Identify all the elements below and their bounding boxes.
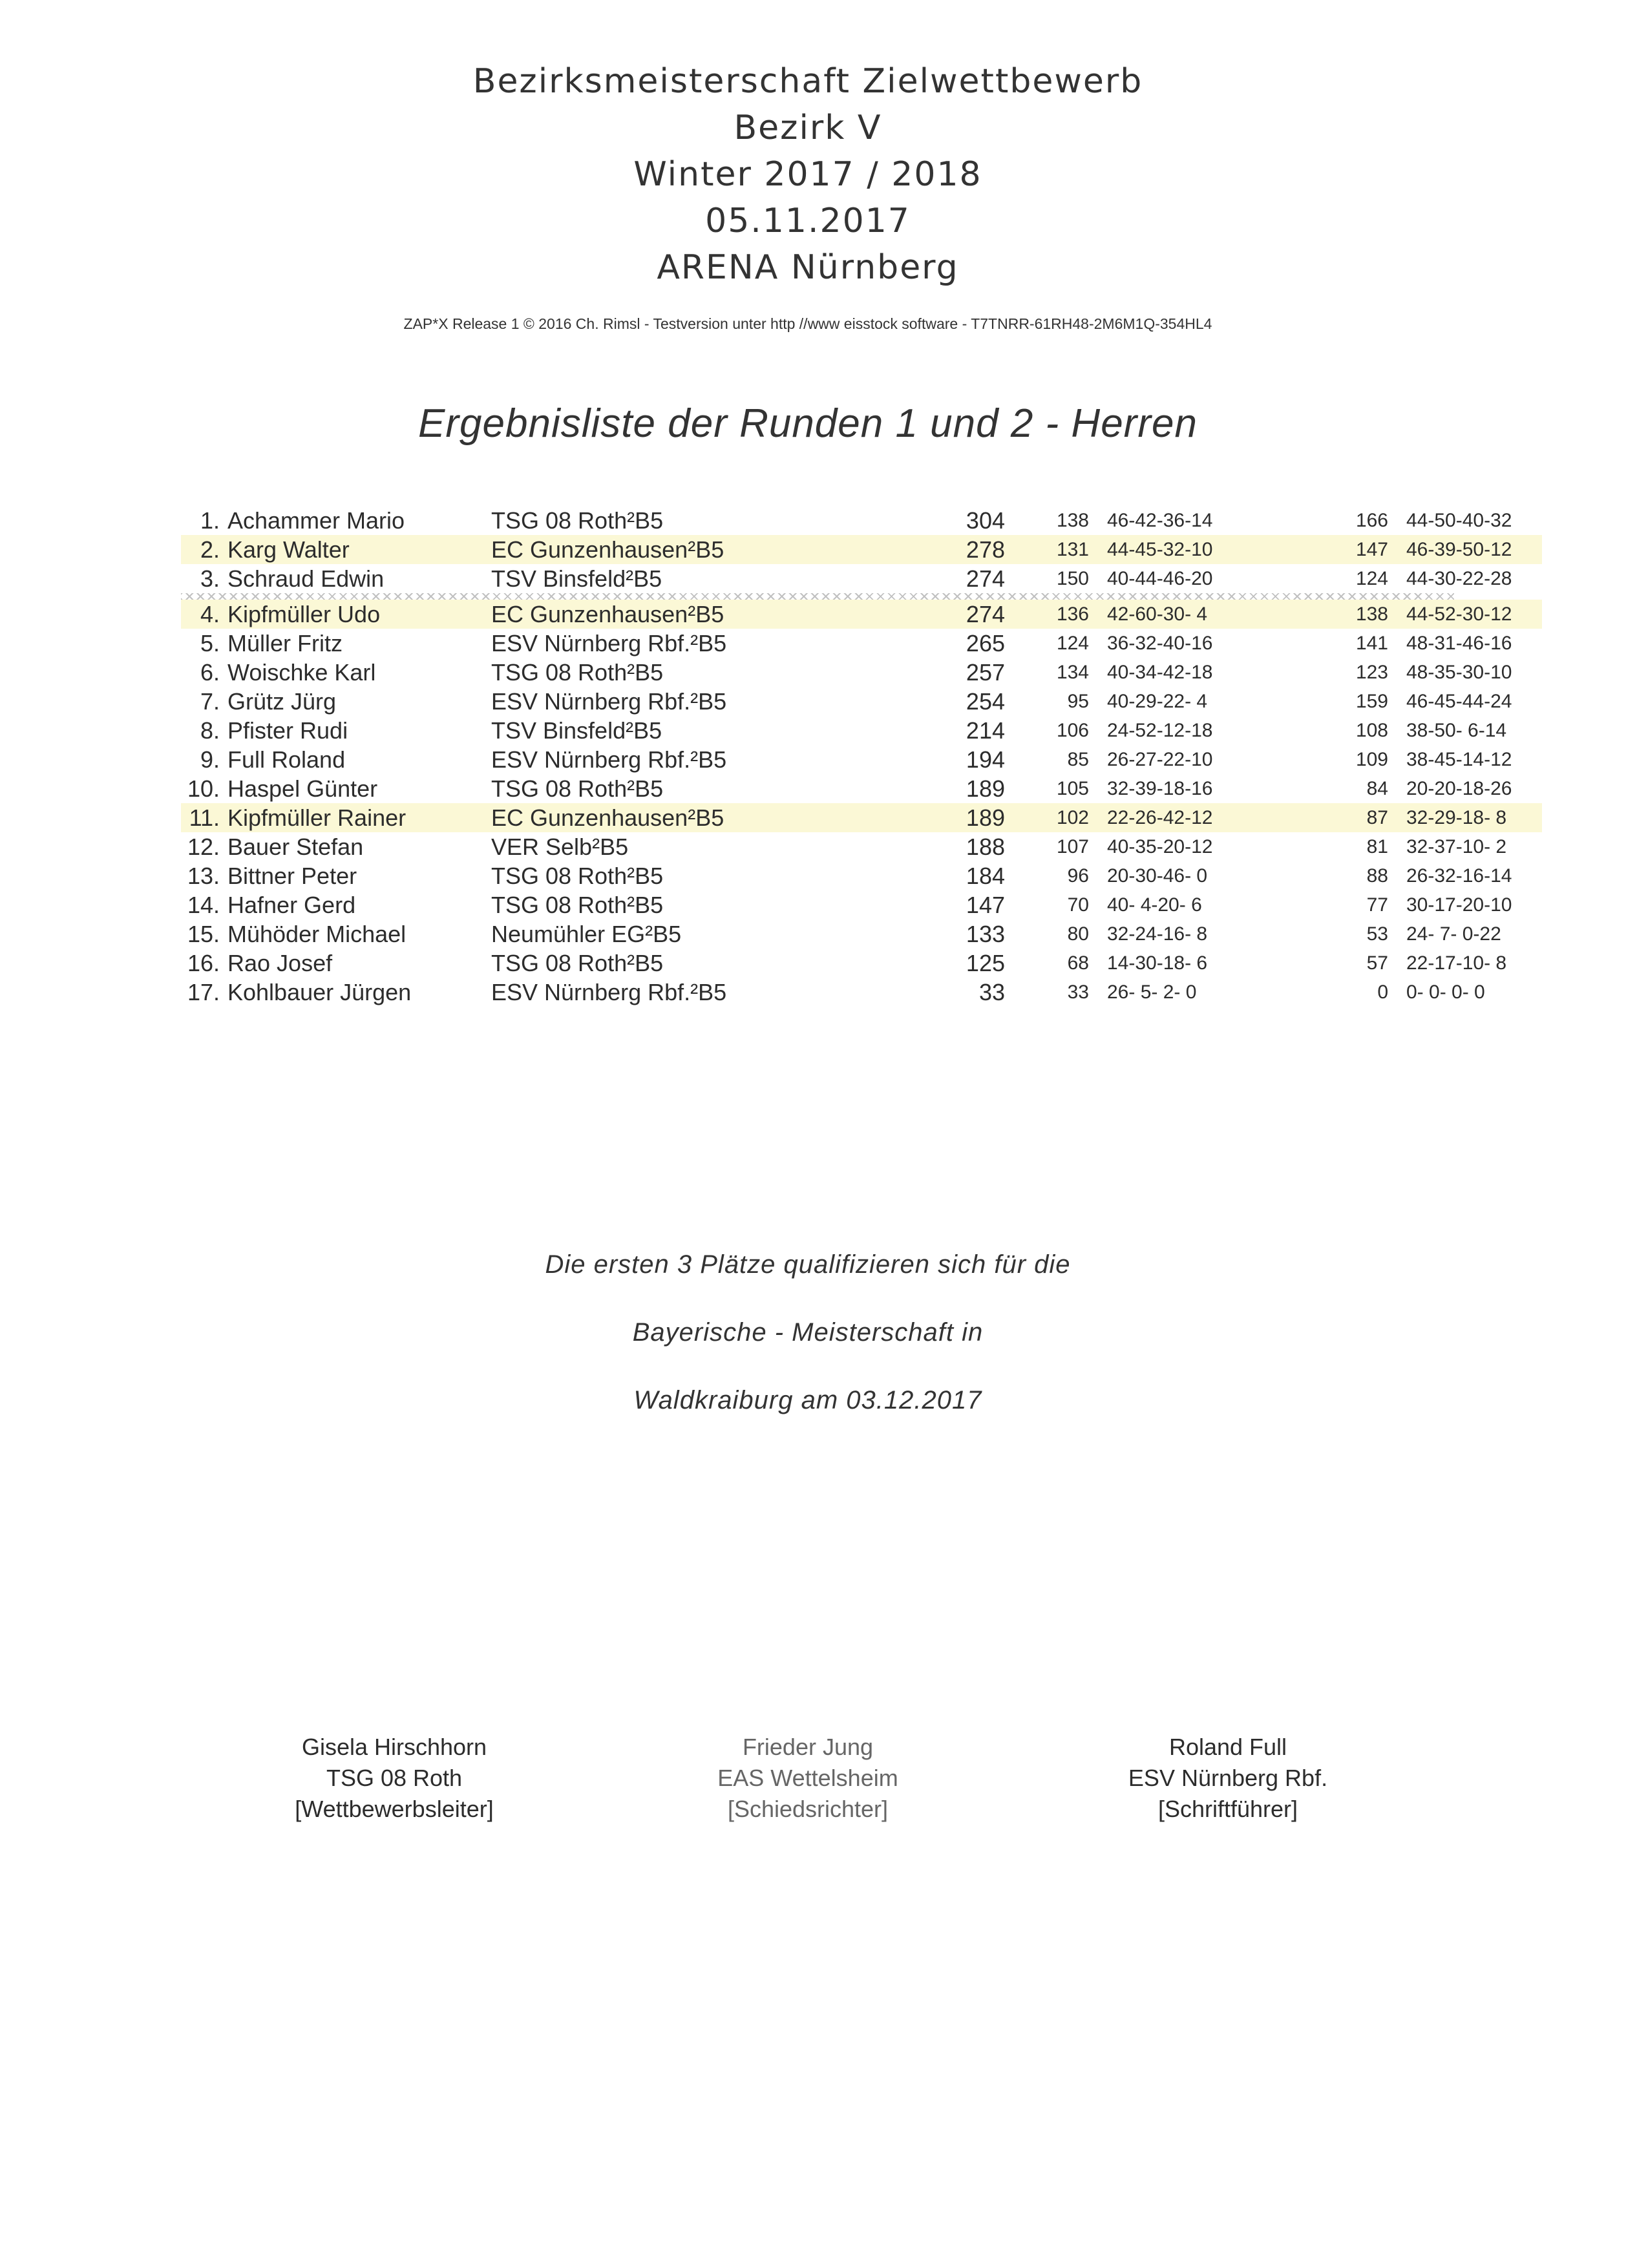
result-row <box>181 919 1542 949</box>
signature-club: ESV Nürnberg Rbf. <box>1128 1765 1328 1791</box>
rank-cell: 10. <box>187 775 220 802</box>
player-name: Pfister Rudi <box>227 717 348 744</box>
player-name: Schraud Edwin <box>227 565 385 592</box>
round2-detail: 22-17-10- 8 <box>1406 952 1507 974</box>
rank-cell: 11. <box>181 803 227 832</box>
qualification-line-1: Die ersten 3 Plätze qualifizieren sich für die <box>545 1250 1071 1279</box>
round2-detail: 48-31-46-16 <box>1406 633 1512 654</box>
total-score: 278 <box>905 535 1005 564</box>
round2-score: 159 <box>1355 691 1388 712</box>
total-score: 188 <box>966 834 1005 860</box>
rank-cell: 4. <box>181 600 227 629</box>
club-name: Neumühler EG²B5 <box>491 921 682 947</box>
round1-detail: 32-24-16- 8 <box>1107 923 1208 945</box>
result-row <box>181 658 1542 687</box>
round1-score: 134 <box>1056 662 1089 683</box>
round1-detail: 32-39-18-16 <box>1107 778 1213 799</box>
round1-score: 105 <box>1056 778 1089 799</box>
total-score: 125 <box>966 950 1005 976</box>
signature-club: EAS Wettelsheim <box>717 1765 898 1791</box>
total-score: 133 <box>966 921 1005 947</box>
round1-score: 102 <box>1005 803 1089 832</box>
rank-cell: 9. <box>200 746 220 773</box>
software-line: ZAP*X Release 1 © 2016 Ch. Rimsl - Testversion unter http //www eisstock software - T7TNRR-61RH48-2M6M1Q-354HL4 <box>403 315 1212 332</box>
round2-detail: 46-39-50-12 <box>1388 535 1542 564</box>
round2-score: 123 <box>1355 662 1388 683</box>
player-name: Haspel Günter <box>227 775 378 802</box>
round1-score: 150 <box>1056 568 1089 589</box>
round2-detail: 24- 7- 0-22 <box>1406 923 1501 945</box>
rank-cell: 3. <box>200 565 220 592</box>
player-name: Grütz Jürg <box>227 688 337 715</box>
round1-score: 138 <box>1056 510 1089 531</box>
round2-score: 84 <box>1366 778 1388 799</box>
result-row <box>181 687 1542 716</box>
club-name: TSV Binsfeld²B5 <box>491 565 662 592</box>
round1-detail: 44-45-32-10 <box>1089 535 1333 564</box>
round2-detail: 20-20-18-26 <box>1406 778 1512 799</box>
event-date: 05.11.2017 <box>705 202 911 240</box>
signature-block-competition-leader <box>200 1732 588 1825</box>
total-score: 147 <box>966 892 1005 918</box>
player-name: Bittner Peter <box>227 863 357 889</box>
rank-cell: 13. <box>187 863 220 889</box>
venue: ARENA Nürnberg <box>657 248 959 287</box>
round2-detail: 44-52-30-12 <box>1388 600 1542 629</box>
rank-cell: 16. <box>187 950 220 976</box>
rank-cell: 6. <box>200 659 220 686</box>
round2-score: 0 <box>1377 982 1388 1003</box>
club-name: TSG 08 Roth²B5 <box>491 863 664 889</box>
club-name: EC Gunzenhausen²B5 <box>491 600 905 629</box>
result-row <box>181 803 1542 832</box>
round2-score: 166 <box>1355 510 1388 531</box>
round1-score: 124 <box>1056 633 1089 654</box>
rank-cell: 8. <box>200 717 220 744</box>
total-score: 274 <box>966 565 1005 592</box>
total-score: 189 <box>905 803 1005 832</box>
result-row <box>181 506 1542 535</box>
result-row <box>181 861 1542 890</box>
signature-role: [Wettbewerbsleiter] <box>295 1796 494 1822</box>
round1-score: 95 <box>1067 691 1089 712</box>
round1-detail: 40-35-20-12 <box>1107 836 1213 857</box>
club-name: VER Selb²B5 <box>491 834 629 860</box>
round2-detail: 38-45-14-12 <box>1406 749 1512 770</box>
signature-name: Gisela Hirschhorn <box>301 1734 487 1760</box>
round2-score: 88 <box>1366 865 1388 887</box>
player-name: Kipfmüller Udo <box>227 600 491 629</box>
round1-score: 33 <box>1067 982 1089 1003</box>
total-score: 265 <box>966 630 1005 656</box>
rank-cell: 7. <box>200 688 220 715</box>
document-header <box>0 58 1616 291</box>
result-row <box>181 629 1542 658</box>
championship-title: Bezirksmeisterschaft Zielwettbewerb <box>472 62 1143 101</box>
round2-detail: 48-35-30-10 <box>1406 662 1512 683</box>
round2-detail: 44-30-22-28 <box>1406 568 1512 589</box>
club-name: EC Gunzenhausen²B5 <box>491 535 905 564</box>
round1-detail: 36-32-40-16 <box>1107 633 1213 654</box>
club-name: TSG 08 Roth²B5 <box>491 950 664 976</box>
club-name: ESV Nürnberg Rbf.²B5 <box>491 688 727 715</box>
round2-score: 109 <box>1355 749 1388 770</box>
signature-club: TSG 08 Roth <box>326 1765 463 1791</box>
round2-detail: 30-17-20-10 <box>1406 894 1512 916</box>
result-row <box>181 890 1542 919</box>
round2-score: 81 <box>1366 836 1388 857</box>
round1-score: 136 <box>1005 600 1089 629</box>
round2-score: 87 <box>1333 803 1388 832</box>
round2-detail: 32-37-10- 2 <box>1406 836 1507 857</box>
total-score: 189 <box>966 775 1005 802</box>
result-row <box>181 564 1542 593</box>
round1-score: 85 <box>1067 749 1089 770</box>
player-name: Mühöder Michael <box>227 921 407 947</box>
club-name: EC Gunzenhausen²B5 <box>491 803 905 832</box>
round1-score: 96 <box>1067 865 1089 887</box>
result-row <box>181 535 1542 564</box>
list-title: Ergebnisliste der Runden 1 und 2 - Herren <box>418 401 1198 446</box>
round1-detail: 40-29-22- 4 <box>1107 691 1208 712</box>
round2-detail: 0- 0- 0- 0 <box>1406 982 1485 1003</box>
zigzag-divider <box>181 593 1454 600</box>
round1-score: 68 <box>1067 952 1089 974</box>
total-score: 194 <box>966 746 1005 773</box>
total-score: 254 <box>966 688 1005 715</box>
total-score: 274 <box>905 600 1005 629</box>
season: Winter 2017 / 2018 <box>633 155 982 194</box>
rank-cell: 14. <box>187 892 220 918</box>
result-row <box>181 600 1542 629</box>
round2-score: 138 <box>1333 600 1388 629</box>
club-name: TSG 08 Roth²B5 <box>491 775 664 802</box>
round1-score: 107 <box>1056 836 1089 857</box>
rank-cell: 2. <box>181 535 227 564</box>
player-name: Woischke Karl <box>227 659 376 686</box>
total-score: 214 <box>966 717 1005 744</box>
club-name: TSG 08 Roth²B5 <box>491 507 664 534</box>
round1-score: 80 <box>1067 923 1089 945</box>
signature-role: [Schiedsrichter] <box>727 1796 889 1822</box>
round2-score: 141 <box>1355 633 1388 654</box>
player-name: Achammer Mario <box>227 507 405 534</box>
player-name: Hafner Gerd <box>227 892 356 918</box>
rank-cell: 17. <box>187 979 220 1005</box>
round2-score: 108 <box>1355 720 1388 741</box>
player-name: Müller Fritz <box>227 630 343 656</box>
club-name: TSG 08 Roth²B5 <box>491 659 664 686</box>
results-table <box>181 506 1542 1007</box>
result-row <box>181 832 1542 861</box>
round1-score: 131 <box>1005 535 1089 564</box>
club-name: TSV Binsfeld²B5 <box>491 717 662 744</box>
signature-block-referee <box>614 1732 1002 1825</box>
total-score: 33 <box>978 979 1005 1005</box>
club-name: ESV Nürnberg Rbf.²B5 <box>491 746 727 773</box>
round2-score: 53 <box>1366 923 1388 945</box>
player-name: Kipfmüller Rainer <box>227 803 491 832</box>
round1-detail: 40- 4-20- 6 <box>1107 894 1202 916</box>
round1-detail: 24-52-12-18 <box>1107 720 1213 741</box>
total-score: 184 <box>966 863 1005 889</box>
rank-cell: 1. <box>200 507 220 534</box>
signature-block-secretary <box>1034 1732 1422 1825</box>
round2-score: 147 <box>1333 535 1388 564</box>
total-score: 304 <box>966 507 1005 534</box>
round2-detail: 26-32-16-14 <box>1406 865 1512 887</box>
round1-score: 70 <box>1067 894 1089 916</box>
signature-name: Roland Full <box>1168 1734 1287 1760</box>
round1-detail: 22-26-42-12 <box>1089 803 1333 832</box>
round2-score: 57 <box>1366 952 1388 974</box>
district: Bezirk V <box>734 109 882 147</box>
result-row <box>181 745 1542 774</box>
player-name: Karg Walter <box>227 535 491 564</box>
rank-cell: 12. <box>187 834 220 860</box>
round2-score: 77 <box>1366 894 1388 916</box>
round1-detail: 20-30-46- 0 <box>1107 865 1208 887</box>
result-row <box>181 978 1542 1007</box>
round1-detail: 14-30-18- 6 <box>1107 952 1208 974</box>
signature-role: [Schriftführer] <box>1157 1796 1298 1822</box>
round1-detail: 42-60-30- 4 <box>1089 600 1333 629</box>
round1-score: 106 <box>1056 720 1089 741</box>
club-name: ESV Nürnberg Rbf.²B5 <box>491 979 727 1005</box>
signature-name: Frieder Jung <box>742 1734 874 1760</box>
round2-detail: 44-50-40-32 <box>1406 510 1512 531</box>
round1-detail: 40-44-46-20 <box>1107 568 1213 589</box>
round2-score: 124 <box>1355 568 1388 589</box>
player-name: Full Roland <box>227 746 346 773</box>
rank-cell: 15. <box>187 921 220 947</box>
result-row <box>181 716 1542 745</box>
club-name: ESV Nürnberg Rbf.²B5 <box>491 630 727 656</box>
result-row <box>181 949 1542 978</box>
round2-detail: 46-45-44-24 <box>1406 691 1512 712</box>
round1-detail: 26- 5- 2- 0 <box>1107 982 1197 1003</box>
player-name: Rao Josef <box>227 950 333 976</box>
qualification-line-3: Waldkraiburg am 03.12.2017 <box>633 1386 982 1414</box>
rank-cell: 5. <box>200 630 220 656</box>
player-name: Kohlbauer Jürgen <box>227 979 412 1005</box>
total-score: 257 <box>966 659 1005 686</box>
result-row <box>181 774 1542 803</box>
qualification-line-2: Bayerische - Meisterschaft in <box>632 1318 984 1347</box>
round1-detail: 26-27-22-10 <box>1107 749 1213 770</box>
round1-detail: 46-42-36-14 <box>1107 510 1213 531</box>
round1-detail: 40-34-42-18 <box>1107 662 1213 683</box>
round2-detail: 38-50- 6-14 <box>1406 720 1507 741</box>
round2-detail: 32-29-18- 8 <box>1388 803 1542 832</box>
player-name: Bauer Stefan <box>227 834 364 860</box>
club-name: TSG 08 Roth²B5 <box>491 892 664 918</box>
qualification-separator <box>181 593 1542 600</box>
